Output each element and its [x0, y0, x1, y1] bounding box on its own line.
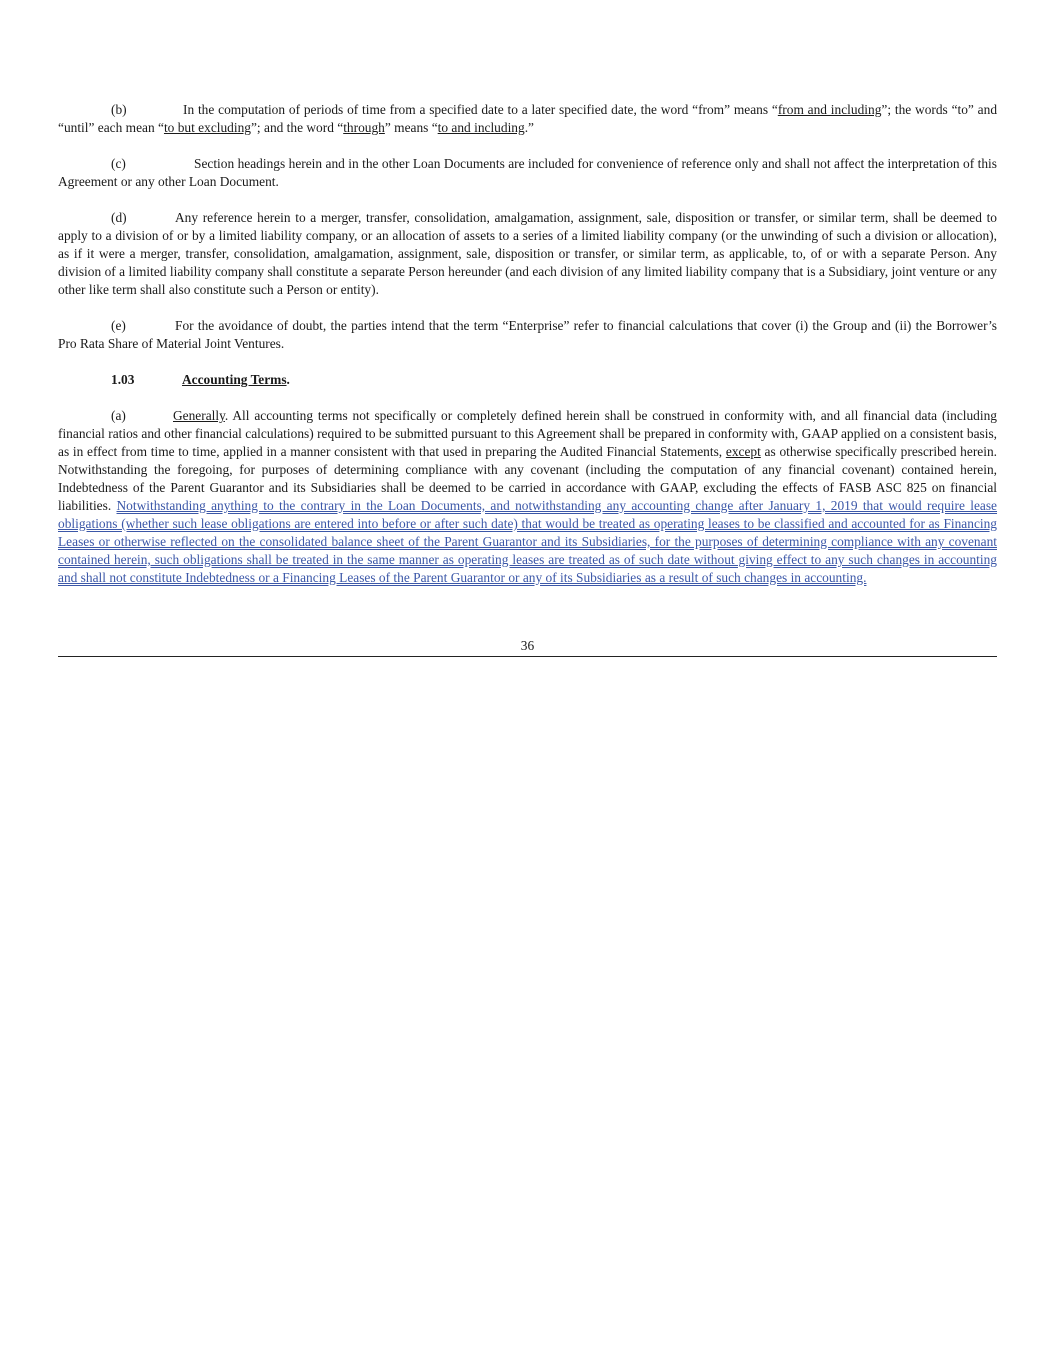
defined-term: to and including [437, 120, 525, 135]
paragraph-text: For the avoidance of doubt, the parties intend that the term “Enterprise” refer to financial calculations that cover (i) the Group and (ii) the Borrower’s Pro Rata Share of Material Joint Ventures. [58, 318, 997, 351]
paragraph-text: . All accounting terms not specifically or completely defined herein shall be construed in conformity with, and all financial data (including financial ratios and other financial calculations) required to be submitted pursuant to this Agreement shall be prepared in conformity with, GAAP applied on a consistent basis, as in effect from time to time, applied in a manner consistent with that used in preparing the Audited Financial Statements, [58, 408, 997, 459]
defined-term: through [343, 120, 385, 135]
paragraph-number: (d) [111, 210, 127, 225]
document-page [58, 101, 997, 605]
paragraph-c [58, 155, 997, 191]
paragraph-heading: Generally [173, 408, 225, 423]
paragraph-e [58, 317, 997, 353]
paragraph-number: (c) [111, 156, 126, 171]
paragraph-text: ” means “ [384, 120, 438, 135]
paragraph-number: (e) [111, 318, 126, 333]
section-number: 1.03 [111, 372, 135, 387]
defined-term: from and including [777, 102, 882, 117]
paragraph-b [58, 101, 997, 137]
paragraph-text: Section headings herein and in the other Loan Documents are included for convenience of reference only and shall not affect the interpretation of this Agreement or any other Loan Document. [58, 156, 997, 189]
paragraph-text: .” [524, 120, 534, 135]
paragraph-a [58, 407, 997, 587]
paragraph-number: (a) [111, 408, 126, 423]
page-number: 36 [520, 638, 535, 653]
paragraph-text: Any reference herein to a merger, transfer, consolidation, amalgamation, assignment, sale, disposition or transfer, or similar term, shall be deemed to apply to a division of or by a limited liability company, or an allocation of assets to a series of a limited liability company (or the unwinding of such a division or allocation), as if it were a merger, transfer, consolidation, amalgamation, assignment, sale, disposition or transfer, or similar term, as applicable, to, of or with a separate Person. Any division of a limited liability company shall constitute a separate Person hereunder (and each division of any limited liability company that is a Subsidiary, joint venture or any other like term shall also constitute such a Person or entity). [58, 210, 997, 297]
section-heading-1-03 [58, 371, 997, 389]
paragraph-text: In the computation of periods of time from a specified date to a later specified date, the word “from” means “ [183, 102, 778, 117]
inserted-text: Notwithstanding anything to the contrary in the Loan Documents, and notwithstanding any accounting change after January 1, 2019 that would require lease obligations (whether such lease obligations are entered into before or after such date) that would be treated as operating leases to be classified and accounted for as Financing Leases or otherwise reflected on the consolidated balance sheet of the Parent Guarantor and its Subsidiaries, for the purposes of determining compliance with any covenant contained herein, such obligations shall be treated in the same manner as operating leases are treated as of such date without giving effect to any such changes in accounting and shall not constitute Indebtedness or a Financing Leases of the Parent Guarantor or any of its Subsidiaries as a result of such changes in accounting. [58, 498, 998, 585]
paragraph-d [58, 209, 997, 299]
paragraph-text: as otherwise specifically prescribed herein. Notwithstanding the foregoing, for purposes of determining compliance with any covenant (including the computation of any financial covenant) contained herein, Indebtedness of the Parent Guarantor and its Subsidiaries shall be deemed to be carried in accordance with GAAP, excluding the effects of FASB ASC 825 on financial liabilities. [58, 444, 997, 513]
paragraph-number: (b) [111, 102, 127, 117]
footer-divider [58, 656, 997, 657]
paragraph-text: ”; and the word “ [250, 120, 344, 135]
defined-term: except [725, 444, 761, 459]
section-title: Accounting Terms [182, 372, 287, 387]
defined-term: to but excluding [163, 120, 251, 135]
section-title-period: . [286, 372, 290, 387]
paragraph-text: ”; the words “to” and “until” each mean “ [58, 102, 998, 135]
